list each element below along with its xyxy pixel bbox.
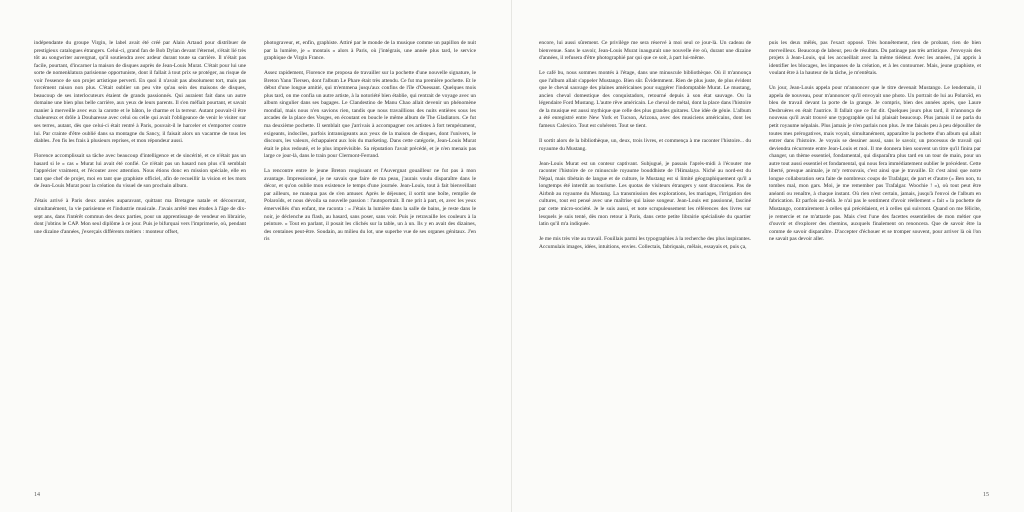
paragraph: Je me mis très vite au travail. Fouillais parmi les typographies à la recherche des plus inspirantes. Accumulais images, idées, intuitions, envies. Collectais, fabriquais, mêlais, essayais et, puis ça, [539,236,751,250]
page-number-left: 14 [34,492,40,498]
page-number-right: 15 [983,492,989,498]
paragraph: Jean-Louis Murat est un conteur captivant. Subjugué, je passais l'après-midi à l'écouter me raconter l'histoire de ce minuscule royaume bouddhiste de l'Himalaya. Niché au nord-est du Népal, mais tibétain de langue et de culture, le Mustang est si limité géographiquement qu'il a longtemps été interdit au tourisme. Les quotas de visiteurs étrangers y sont draconiens. Pas de Airbnb au royaume du Mustang. La transmission des explorations, les mariages, l'irrigation des cultures, tout est pensé avec une maîtrise qui laisse songeur. Jean-Louis est passionné, fasciné par cette micro-société. Je le suis aussi, et note scrupuleusement les références des livres sur lesquels je suis tenté, dès mon retour à Paris, dans cette petite librairie spécialisée du quartier latin qu'il m'a indiquée. [539,160,751,228]
paragraph: Il sortit alors de la bibliothèque, un, deux, trois livres, et commença à me raconter l'histoire... du royaume du Mustang. [539,138,751,152]
paragraph: indépendante du groupe Virgin, le label avait été créé par Alain Artaud pour distribuer de prestigieux catalogues étrangers. Celui-ci, grand fan de Bob Dylan devant l'éternel, s'était lié très tôt au songwriter auvergnat, qu'il soutiendra avec ardeur durant toute sa carrière. Il n'était pas facile, pourtant, d'incarner la maison de disques auprès de Jean-Louis Murat. C'était pour lui une sorte de nomenklatura parisienne opportuniste, dont il fallait à tout prix se protéger, au risque de voir l'essence de son projet artistique perverti. En quoi il n'avait pas absolument tort, mais pas forcément raison non plus. C'était oublier un peu vite qu'au sein des maisons de disques, beaucoup de ses interlocuteurs étaient de grands passionnés. Qui auraient fait dans un autre domaine une bien plus belle carrière, aux yeux de leurs parents. Il s'en méfiait pourtant, et savait manier à merveille avec eux la carotte et le bâton, le charme et la terreur. Autant pouvait-il être chaleureux et drôle à Douharesse avec celui ou celle qui avait l'obligeance de venir le visiter sur ses terres, autant, dès que celui-ci était rentré à Paris, pouvait-il le harceler et s'emporter contre lui. Par crainte d'être oublié dans sa montagne du Sancy, il faisait alors un vacarme de tous les diables. J'en fis les frais à plusieurs reprises, et mon répondeur aussi. [34,40,246,145]
paragraph: Assez rapidement, Florence me proposa de travailler sur la pochette d'une nouvelle signature, le Breton Yann Tiersen, dont l'album Le Phare était très attendu. Ce fut ma première pochette. Et le début d'une longue amitié, qui m'emmena jusqu'aux confins de l'île d'Ouessant. Quelques mois plus tard, on me confia un autre artiste, à la notoriété bien établie, qui rentrait de voyage avec un album singulier dans ses bagages. Le Clandestino de Manu Chao allait devenir un phénomène mondial, mais nous n'en savions rien, tandis que nous travaillions des nuits entières sous les arcades de la place des Vosges, en écoutant en boucle le même album de The Gladiators. Ce fut ma deuxième pochette. Il semblait que j'arrivais à accompagner ces artistes à fort tempérament, exigeants, indociles, parfois intransigeants aux yeux de la maison de disques, dont l'univers, le discours, les valeurs, échappaient aux lois du marketing. Dans cette catégorie, Jean-Louis Murat était le plus redouté, et le plus imprévisible. Sa réputation l'avait précédé, et je n'en menais pas large ce jour-là, dans le train pour Clermont-Ferrand. [264,70,476,160]
paragraph: encore, lui aussi sûrement. Ce privilège me sera réservé à moi seul ce jour-là. Un cadeau de bienvenue. Sans le savoir, Jean-Louis Murat inaugurait une nouvelle ère où, durant une dizaine d'années, il refusera d'être photographié par qui que ce soit, à part lui-même. [539,40,751,62]
paragraph: puis les deux mêlés, pas l'exact opposé. Très honnêtement, rien de probant, rien de bien merveilleux. Beaucoup de labeur, peu de résultats. Du patinage pas très artistique. J'envoyais des projets à Jean-Louis, qui les accueillait avec la même tiédeur. Avec les années, j'ai appris à identifier les blocages, les impasses de la création, et à les contourner. Mais, jeune graphiste, et voulant être à la hauteur de la tâche, je m'entêtais. [769,40,981,77]
paragraph: J'étais arrivé à Paris deux années auparavant, quittant ma Bretagne natale et découvrant, simultanément, la vie parisienne et l'industrie musicale. J'avais arrêté mes études à l'âge de dix-sept ans, dans l'intérêt commun des deux parties, pour un apprentissage de vendeur en librairie, dont j'obtins le CAP. Mon seul diplôme à ce jour. Puis je bifurquai vers l'imprimerie, où, pendant une dizaine d'années, j'exerçais différents métiers : monteur offset, [34,198,246,235]
left-page-column-2 [264,40,476,460]
paragraph: La rencontre entre le jeune Breton rougissant et l'Auvergnat gouailleur ne fut pas à mon avantage. Impressionné, je ne savais que faire de ma peau, j'aurais voulu disparaître dans le décor, et qu'on oublie mon existence le temps d'une journée. Jean-Louis, tout à fait bienveillant par ailleurs, ne manqua pas de s'en amuser. Après le déjeuner, il sortit une boîte, remplie de Polaroïds, et nous dévoila sa nouvelle passion : l'autoportrait. Il me prit à part, et, avec les yeux émerveillés d'un enfant, me raconta : « J'étais la lumière dans la salle de bains, je reste dans le noir, je déclenche au flash, au hasard, sans poser, sans voir. Puis je retravaille les couleurs à la peinture. » Tout en parlant, il posait les clichés sur la table, un à un. Ils y en avait des dizaines, des centaines peut-être. Soudain, au milieu du lot, une superbe vue de ses organes génitaux. J'en ris [264,168,476,243]
paragraph: photograveur, et, enfin, graphiste. Attiré par le monde de la musique comme un papillon de nuit par la lumière, je « montais » alors à Paris, où j'intégrais, une année plus tard, le service graphique de Virgin France. [264,40,476,62]
right-page-column-2 [769,40,981,460]
right-page-column-1 [539,40,751,460]
paragraph: Le café bu, nous sommes montés à l'étage, dans une minuscule bibliothèque. Où il m'annonça que l'album allait s'appeler Mustango. Bien sûr. Évidemment. Rien de plus juste, de plus évident que le cheval sauvage des plaines américaines pour suggérer l'indomptable Murat. Le mustang, ancien cheval domestique des conquistadors, retourné depuis à son état sauvage. Ou la légendaire Ford Mustang. L'autre rêve américain. Le cheval de métal, dont la place dans l'histoire de la musique est aussi mythique que celle des plus grandes guitares. Une idée de génie. L'album a été enregistré entre New York et Tucson, Arizona, avec des musiciens américains, dont les fameux Calexico. Tout est cohérent. Tout se tient. [539,70,751,130]
left-page-column-1 [34,40,246,460]
paragraph: Florence accomplissait sa tâche avec beaucoup d'intelligence et de sincérité, et ce n'était pas un hasard si le « cas » Murat lui avait été confié. Ce n'était pas un hasard non plus s'il semblait l'apprécier vraiment, et l'écouter avec attention. Nous étions donc en mission spéciale, elle en tant que chef de projet, moi en tant que graphiste officiel, afin de recueillir la vision et les mots de Jean-Louis Murat pour la création du visuel de son prochain album. [34,153,246,190]
paragraph: Un jour, Jean-Louis appela pour m'annoncer que le titre devenait Mustango. Le lendemain, il appela de nouveau, pour m'annoncer qu'il envoyait une photo. Un portrait de lui au Polaroïd, en bleu de travail devant la porte de la grange. Je compris, bien des années après, que Laure Desbruères en était l'autrice. Il fallait que ce fut dit. Quelques jours plus tard, il m'annonça de nouveau qu'il avait trouvé une typographie qui lui plaisait beaucoup. Plus jamais il ne parla du petit royaume népalais. Plus jamais je n'en parlais non plus. Je me faisais peu à peu dépouiller de toutes mes prérogatives, mais voyait, simultanément, apparaître la pochette d'un album qui allait entrer dans l'histoire. Je voyais se dessiner aussi, sans le savoir, un processus de travail qui deviendra récurrente entre Jean-Louis et moi. Il me donnera bien souvent un titre qu'il finira par changer, un thème essentiel, fondamental, qui disparaîtra plus tard en un tour de main, pour un autre tout aussi essentiel et fondamental, qui nous fera immédiatement oublier le précédent. Cette liberté, presque animale, je m'y retrouvais, c'est ainsi que je travaille. Et c'est ainsi que notre longue collaboration sera faite de nombreux coups de Trafalgar, de part et d'autre (« Ben non, tu tombes mal, mon gars. Moi, je me remember pas Trafalgar. Woochie ! »), où tout peut être anéanti ou renaître, à chaque instant. Où rien n'est certain, jamais, jusqu'à l'envoi de l'album en fabrication. Et parfois au-delà. Je n'ai pas le sentiment d'avoir réellement « fait » la pochette de Mustango, contrairement à celles qui précédaient, et à celles qui suivront. Quand on me félicite, je remercie et ne m'attarde pas. Mais c'est l'une des facettes essentielles de mon métier que d'ouvrir et d'explorer des chemins, auxquels finalement on renoncera. Que de savoir être la comme de savoir disparaître. D'accepter d'échouer et se tromper souvent, pour arriver là où l'on ne savait pas devoir aller. [769,85,981,243]
